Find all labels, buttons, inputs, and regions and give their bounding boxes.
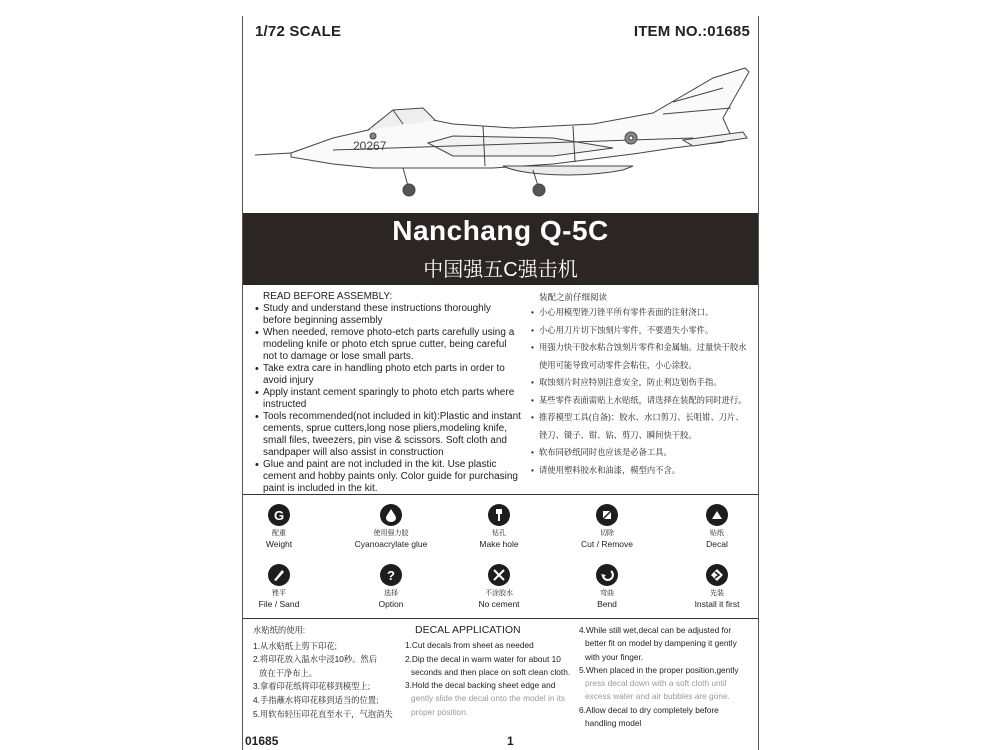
no-cement-icon [488,564,510,586]
page-number: 1 [507,734,514,748]
icon-cell-decal: 贴纸 Decal [667,504,767,549]
cut-icon [596,504,618,526]
divider [243,618,758,619]
list-item: • 取蚀刻片时应特别注意安全，防止利边划伤手指。 [529,374,755,392]
aircraft-drawing [253,58,753,218]
list-item: • When needed, remove photo-etch parts carefully using a modeling knife or photo etch sprue cutter, being careful not to damage or lose small parts. [249,327,521,363]
bend-icon [596,564,618,586]
title-cn: 中国强五C强击机 [423,259,578,281]
drill-icon [488,504,510,526]
list-item: • 请使用塑料胶水和油漆，模型内不含。 [529,462,755,480]
instruction-sheet [242,16,759,750]
read-list-cn [529,304,755,479]
icon-cell-hole: 钻孔 Make hole [449,504,549,549]
decal-heading: DECAL APPLICATION [415,624,521,636]
read-list-en [249,303,521,495]
title-band [243,213,758,285]
decal-instructions-en-right: 4.While still wet,decal can be adjusted for better fit on model by dampening it gently with your finger. 5.When placed in the proper position,gently press decal down with a soft cloth until excess water and air bubbles are gone. 6.Allow decal to dry completely before handling model [579,625,739,729]
footer-item-code: 01685 [245,734,279,748]
question-icon: ? [380,564,402,586]
scale-label: 1/72 SCALE [255,23,342,40]
list-item: • Take extra care in handling photo etch parts in order to avoid injury [249,363,521,387]
tail-number: 20267 [353,139,387,153]
decal-icon [706,504,728,526]
list-item: 锉刀、镊子、钳、钻、剪刀、瞬间快干胶。 [539,429,697,440]
title-en: Nanchang Q-5C [392,215,609,246]
icon-cell-install-first: 先装 Install it first [667,564,767,609]
list-item: • 小心用模型锉刀锉平所有零件表面的注射浇口。 [529,304,755,322]
icon-cell-bend: 弯曲 Bend [557,564,657,609]
list-item: 使用可能导致可动零件会粘住，小心涂胶。 [539,359,697,370]
read-heading-cn: 装配之前仔细阅读 [539,292,608,302]
list-item: • Apply instant cement sparingly to photo etch parts where instructed [249,387,521,411]
decal-instructions-en-left: DECAL APPLICATION 1.Cut decals from sheet as needed 2.Dip the decal in warm water for about 10 seconds and then place on soft clean cloth. 3.Hold the decal backing sheet edge and gently slide the decal onto the model in its proper position. [405,624,581,719]
list-item: • 小心用刀片切下蚀刻片零件，不要遗失小零件。 [529,322,755,340]
icon-cell-no-cement: 不涂胶水 No cement [449,564,549,609]
decal-instructions-cn: 水贴纸的使用: 1.从水贴纸上剪下印花; 2.将印花放入温水中浸10秒。然后 放在干净布上。 3.拿着印花纸将印花移到模型上; 4.手指蘸水将印花移到适当的位置; 5.用软布轻压印花直至水干，气泡消失 [253,625,393,719]
list-item: • 用强力快干胶水粘合蚀刻片零件和金属轴。过量快干胶水 [529,339,755,357]
icon-cell-cut: 切除 Cut / Remove [557,504,657,549]
weight-icon: G [268,504,290,526]
icon-cell-weight: G 配重 Weight [229,504,329,549]
list-item: • Glue and paint are not included in the kit. Use plastic cement and hobby paints only. Color guide for purchasing paint is included in the kit. [249,459,521,495]
item-number: ITEM NO.:01685 [633,23,750,40]
icon-cell-glue: 使用强力胶 Cyanoacrylate glue [341,504,441,549]
divider [243,494,758,495]
list-item: • 推荐模型工具(自备)：胶水、水口剪刀、长咀钳、刀片、 [529,409,755,427]
icon-cell-option: ? 选择 Option [341,564,441,609]
glue-drop-icon [380,504,402,526]
list-item: • Tools recommended(not included in kit):Plastic and instant cements, sprue cutters,long nose pliers,modeling knife, small files, tweezers, pin vise & scissors. Soft cloth and sandpaper will also assist in construction [249,411,521,459]
list-item: • Study and understand these instructions thoroughly before beginning assembly [249,303,521,327]
file-icon [268,564,290,586]
list-item: • 软布同砂纸同时也应该是必备工具。 [529,444,755,462]
list-item: • 某些零件表面需贴上水贴纸，请选择在装配的同时进行。 [529,392,755,410]
icon-cell-file: 锉平 File / Sand [229,564,329,609]
install-first-icon [706,564,728,586]
read-heading-en: READ BEFORE ASSEMBLY: [263,291,393,302]
